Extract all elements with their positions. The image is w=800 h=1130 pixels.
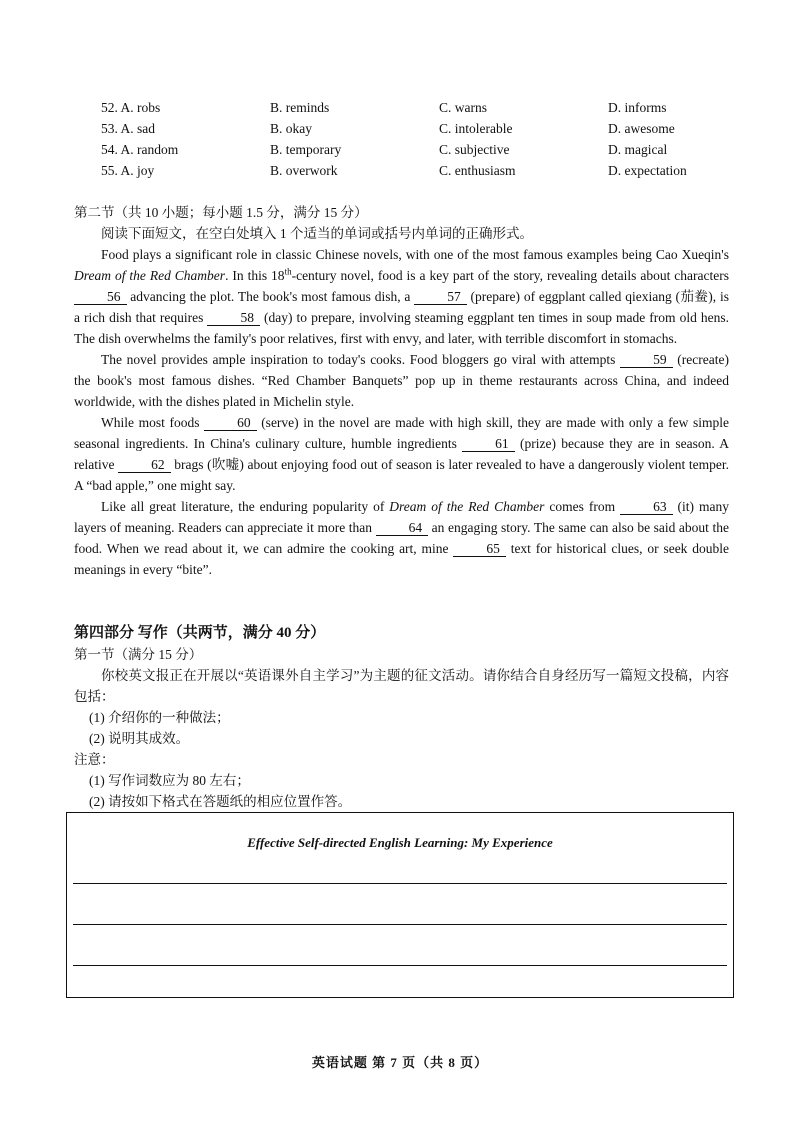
- requirement-1: (1) 介绍你的一种做法；: [89, 710, 230, 725]
- option-52-c: C. warns: [439, 100, 487, 115]
- blank-64[interactable]: 64: [376, 521, 429, 536]
- passage-paragraph-4: [74, 496, 729, 580]
- option-55-c: C. enthusiasm: [439, 163, 516, 178]
- option-row-54: [101, 139, 741, 160]
- novel-title: Dream of the Red Chamber: [389, 499, 545, 514]
- option-53-b: B. okay: [270, 121, 312, 136]
- option-55-d: D. expectation: [608, 163, 687, 178]
- passage-paragraph-2: [74, 349, 729, 412]
- option-54-c: C. subjective: [439, 142, 510, 157]
- blank-56[interactable]: 56: [74, 290, 127, 305]
- p1-text-4: advancing the plot. The book's most famous dish, a: [126, 289, 415, 304]
- option-52-a: 52. A. robs: [101, 100, 161, 115]
- multiple-choice-options: [101, 97, 741, 181]
- blank-63[interactable]: 63: [620, 500, 673, 515]
- requirement-2: (2) 说明其成效。: [89, 731, 190, 746]
- page-footer: 英语试题 第 7 页（共 8 页）: [311, 1055, 489, 1070]
- blank-62[interactable]: 62: [118, 458, 171, 473]
- passage-paragraph-1: [74, 244, 729, 349]
- answer-box[interactable]: [66, 812, 734, 998]
- blank-58[interactable]: 58: [207, 311, 260, 326]
- p1-text-6: (day) to prepare, involving steaming eggplant ten times in soup made from old hens. The dish overwhelms the family's poor relatives, first with envy, and later, with terrible discomfort in stomachs.: [74, 310, 729, 346]
- option-54-a: 54. A. random: [101, 142, 179, 157]
- p4-text-5: text for historical clues, or seek double meanings in every “bite”.: [74, 541, 730, 577]
- section-2: [74, 202, 729, 580]
- writing-line[interactable]: [73, 883, 727, 884]
- ordinal-suffix: th: [284, 266, 292, 277]
- p3-text-2: (serve) in the novel are made with high skill, they are made with only a few simple seasonal ingredients. In China's culinary culture, humble ingredients: [74, 415, 729, 451]
- option-55-a: 55. A. joy: [101, 163, 155, 178]
- option-row-52: [101, 97, 741, 118]
- p2-text-2: (recreate) the book's most famous dishes. “Red Chamber Banquets” pop up in theme restaurants across China, and indeed worldwide, with the dishes plated in Michelin style.: [74, 352, 729, 409]
- writing-section-1-heading: 第一节（满分 15 分）: [74, 647, 203, 662]
- p4-text-4: an engaging story. The same can also be said about the food. When we read about it, we can admire the cooking art, mine: [74, 520, 729, 556]
- writing-line[interactable]: [73, 965, 727, 966]
- p1-text-2: . In this 18: [225, 268, 285, 283]
- p1-text-1: Food plays a significant role in classic Chinese novels, with one of the most famous examples being Cao Xueqin's: [101, 247, 729, 262]
- p3-text-4: brags (吹嘘) about enjoying food out of season is later revealed to have a dangerously violent temper. A “bad apple,” one might say.: [74, 457, 729, 493]
- blank-65[interactable]: 65: [453, 542, 506, 557]
- note-label: 注意：: [74, 752, 115, 767]
- passage-paragraph-3: [74, 412, 729, 496]
- p4-text-2: comes from: [544, 499, 621, 514]
- option-53-c: C. intolerable: [439, 121, 513, 136]
- option-54-d: D. magical: [608, 142, 668, 157]
- option-row-55: [101, 160, 741, 181]
- novel-title: Dream of the Red Chamber: [74, 268, 226, 283]
- option-row-53: [101, 118, 741, 139]
- blank-59[interactable]: 59: [620, 353, 673, 368]
- option-53-a: 53. A. sad: [101, 121, 155, 136]
- writing-line[interactable]: [73, 924, 727, 925]
- option-52-d: D. informs: [608, 100, 667, 115]
- option-52-b: B. reminds: [270, 100, 330, 115]
- section-2-instruction: 阅读下面短文，在空白处填入 1 个适当的单词或括号内单词的正确形式。: [101, 226, 533, 241]
- p1-text-3: -century novel, food is a key part of the story, revealing details about characters: [291, 268, 729, 283]
- p1-text-5: (prepare) of eggplant called qiexiang (茄鲞), is a rich dish that requires: [74, 289, 729, 325]
- option-55-b: B. overwork: [270, 163, 338, 178]
- blank-57[interactable]: 57: [414, 290, 467, 305]
- option-54-b: B. temporary: [270, 142, 342, 157]
- option-53-d: D. awesome: [608, 121, 675, 136]
- blank-61[interactable]: 61: [462, 437, 515, 452]
- blank-60[interactable]: 60: [204, 416, 257, 431]
- note-2: (2) 请按如下格式在答题纸的相应位置作答。: [89, 794, 352, 809]
- answer-box-title: Effective Self-directed English Learning: My Experience: [247, 835, 553, 850]
- part-4-writing: [74, 622, 729, 812]
- part-4-heading: 第四部分 写作（共两节，满分 40 分）: [74, 625, 326, 641]
- note-1: (1) 写作词数应为 80 左右；: [89, 773, 250, 788]
- p2-text-1: The novel provides ample inspiration to today's cooks. Food bloggers go viral with attempts: [101, 352, 621, 367]
- p4-text-1: Like all great literature, the enduring popularity of: [101, 499, 390, 514]
- section-2-heading: 第二节（共 10 小题；每小题 1.5 分，满分 15 分）: [74, 205, 368, 220]
- p3-text-3: (prize) because they are in season. A relative: [74, 436, 729, 472]
- writing-prompt: 你校英文报正在开展以“英语课外自主学习”为主题的征文活动。请你结合自身经历写一篇短文投稿，内容包括：: [74, 668, 729, 704]
- p4-text-3: (it) many layers of meaning. Readers can appreciate it more than: [74, 499, 729, 535]
- p3-text-1: While most foods: [101, 415, 205, 430]
